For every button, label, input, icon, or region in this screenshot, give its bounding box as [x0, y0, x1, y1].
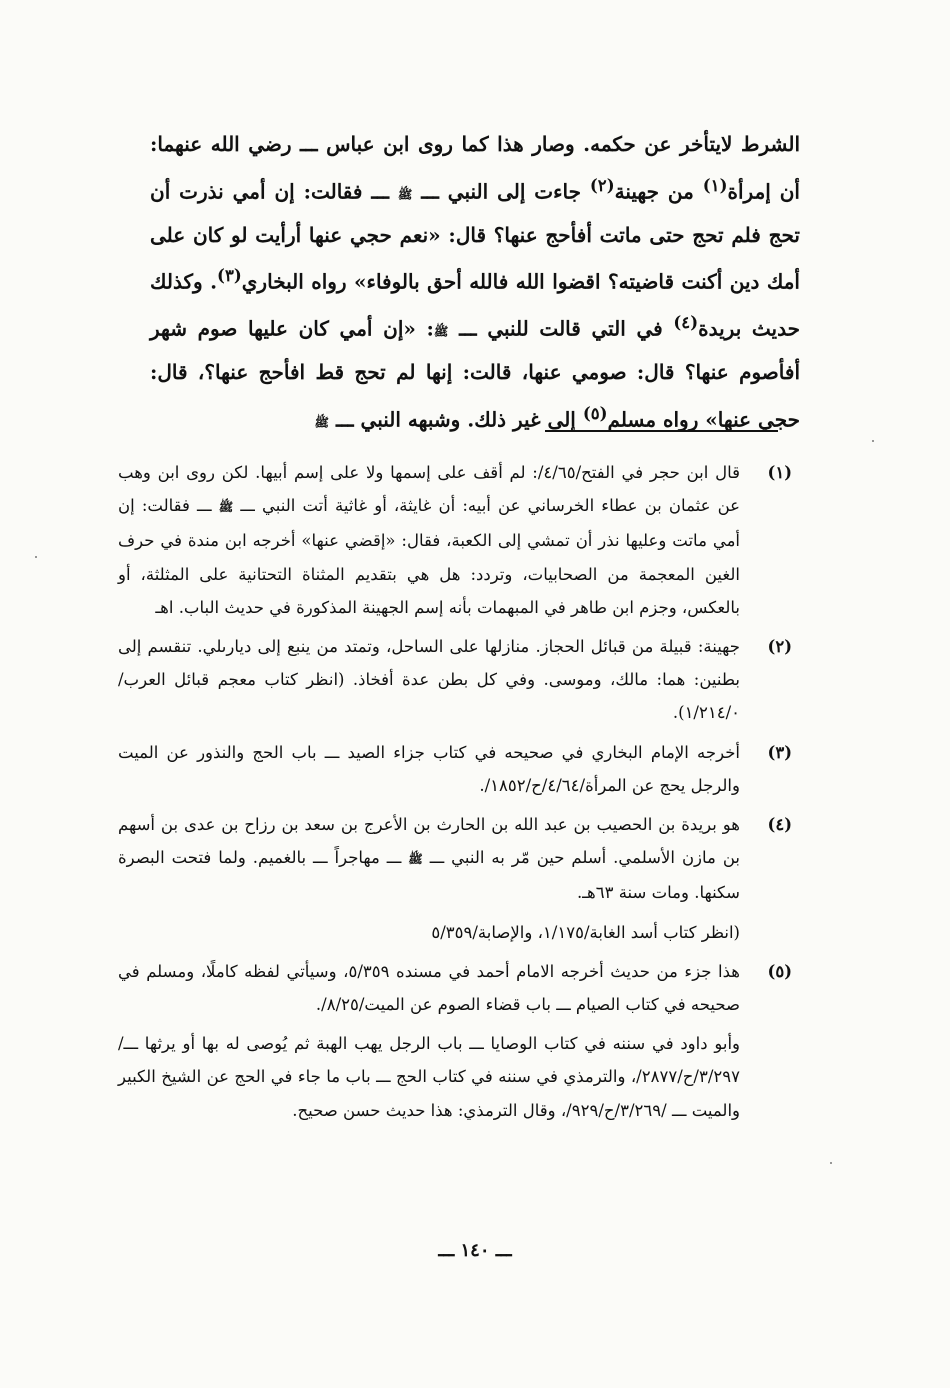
footnote-citation: (انظر كتاب أسد الغابة/١/١٧٥، والإصابة/٥/٣٥٩ — [431, 922, 740, 942]
text-run: ـــ مهاجراً ـــ بالغميم. ولما فتحت البصرة سكنها. ومات سنة ٦٣هـ. — [118, 848, 740, 903]
footnote-text — [118, 630, 740, 730]
text-run: الشرط لايتأخر عن حكمه. وصار هذا كما روى ابن عباس ـــ رضي الله عنهما: أن إمرأة — [150, 132, 800, 204]
footnote-paragraph: جهينة: قبيلة من قبائل الحجاز. منازلها على الساحل، وتمتد من ينبع إلى ديارىلي. تنقسم إلى بطنين: هما: مالك، وموسى. وفي كل بطن عدة أفخاذ. (انظر كتاب معجم قبائل العرب/١/٢١٤/٠). — [118, 637, 740, 723]
footnote-number: (٢) — [767, 637, 792, 657]
text-run: من جهينة — [614, 179, 703, 204]
footnote-number: (٤) — [767, 815, 792, 835]
footnote-4 — [118, 808, 792, 949]
footnote-text — [118, 736, 740, 802]
footnote-number: (٥) — [767, 961, 792, 981]
footnote-1 — [118, 456, 792, 624]
footnote-ref: (٢) — [589, 174, 615, 195]
footnote-5 — [118, 955, 792, 1127]
footnote-paragraph — [118, 808, 740, 910]
footnote-paragraph: هذا جزء من حديث أخرجه الامام أحمد في مسنده ٥/٣٥٩، وسيأتي لفظه كاملًا، ومسلم في صحيحه في كتاب الصيام ـــ باب قضاء الصوم عن الميت/٨/٢٥/. — [118, 961, 740, 1015]
salawat-glyph: ﷺ — [397, 187, 413, 202]
text-run: ـــ فقالت: إن أمي ماتت وعليها نذر أن تمشي إلى الكعبة، فقال: «إقضي عنها» أخرجه ابن مندة في حرف الغين المعجمة من الصحابيات، وتردد: هل هي بتقديم المثناة التحتانية على المثلثة، أو بالعكس، وجزم ابن طاهر في المبهمات بأنه إسم الجهينة المذكورة في حديث الباب. اهـ — [118, 496, 740, 617]
footnote-ref: (١) — [702, 174, 728, 195]
salawat-glyph: ﷺ — [408, 852, 423, 867]
footnote-ref: (٣) — [217, 265, 242, 286]
footnote-separator — [545, 430, 778, 432]
footnote-3 — [118, 736, 792, 802]
text-run: قال ابن حجر في الفتح/٤/٦٥/: لم أقف على إسمها ولا على إسم أبيها. لكن روى ابن وهب عن عثمان بن عطاء الخرساني عن أبيه: أن غايثة، أو غاثية أتت النبي ـــ — [118, 463, 740, 516]
text-run: جاءت إلى النبي ـــ — [412, 179, 590, 204]
text-run: هو بريدة بن الحصيب بن عبد الله بن الحارث بن الأعرج بن سعد بن رزاح بن عدى بن أسهم بن مازن الأسلمي. أسلم حين مّر به النبي ـــ — [118, 815, 740, 868]
main-paragraph — [150, 124, 800, 443]
footnote-ref: (٤) — [673, 312, 699, 333]
salawat-glyph: ﷺ — [433, 324, 449, 339]
footnotes — [118, 456, 792, 1133]
footnote-ref: (٥) — [582, 402, 608, 423]
text-run: إلى غير ذلك. وشبهه النبي ـــ — [329, 407, 583, 432]
scan-speck — [830, 1162, 832, 1164]
footnote-number: (١) — [767, 463, 792, 482]
text-run: ـــ فقالت: إن أمي نذرت أن تحج فلم تحج حتى ماتت أفأحج عنها؟ قال: «نعم حجي عنها أرأيت لو كان على أمك دين أكنت قاضيته؟ اقضوا الله فالله أحق بالوفاء» رواه البخاري — [150, 179, 800, 294]
main-text — [150, 124, 800, 443]
text-run: . وكذلك حديث بريدة — [150, 269, 800, 341]
footnote-text — [118, 456, 740, 624]
footnote-text — [118, 955, 740, 1127]
footnote-number: (٣) — [767, 742, 792, 762]
footnote-paragraph: أخرجه الإمام البخاري في صحيحه في كتاب جزاء الصيد ـــ باب الحج والنذور عن الميت والرجل يحج عن المرأة/٤/٦٤/ح/١٨٥٢/. — [118, 742, 740, 795]
scan-speck — [872, 440, 874, 442]
text-run: : «إن أمي كان عليها صوم شهر أفأصوم عنها؟ قال: صومي عنها، قالت: إنها لم تحج قط افأحج عنها؟، قال: حجي عنها» رواه مسلم — [150, 316, 800, 432]
text-run: في التي قالت للنبي ـــ — [448, 316, 674, 341]
footnote-2 — [118, 630, 792, 730]
footnote-text — [118, 808, 740, 949]
salawat-glyph: ﷺ — [218, 500, 234, 515]
footnote-continuation: وأبو داود في سننه في كتاب الوصايا ـــ باب الرجل يهب الهبة ثم يُوصى له بها أو يرثها ـــ/٣/٢٩٧/ح/٢٨٧٧/، والترمذي في سننه في كتاب الحج ـــ باب ما جاء في الحج عن الشيخ الكبير والميت ـــ /٣/٢٦٩/ح/٩٢٩/، وقال الترمذي: هذا حديث حسن صحيح. — [118, 1034, 740, 1120]
footnote-paragraph — [118, 456, 740, 624]
page-number: ـــ ١٤٠ ـــ — [438, 1240, 512, 1261]
scan-speck — [35, 556, 37, 558]
salawat-glyph: ﷺ — [314, 415, 330, 430]
